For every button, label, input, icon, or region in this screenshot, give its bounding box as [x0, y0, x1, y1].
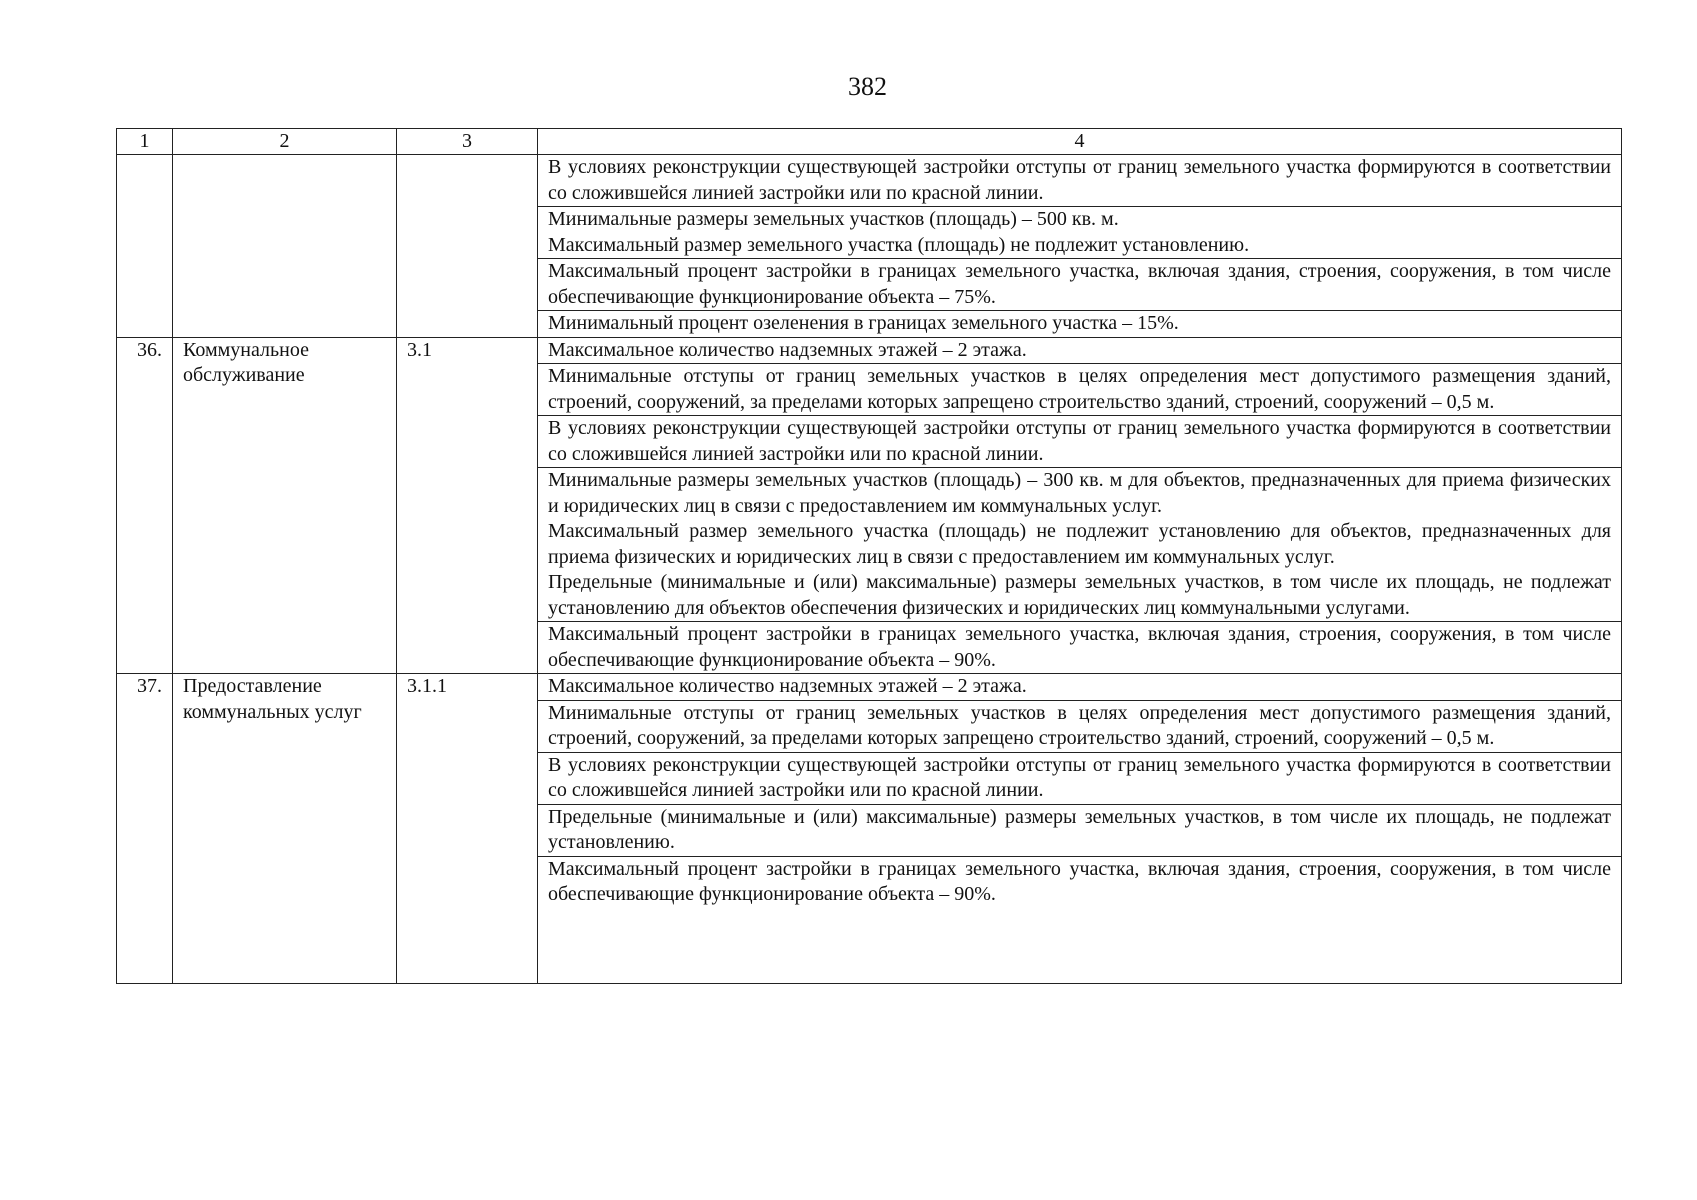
parameter-text: Минимальные размеры земельных участков (площадь) – 500 кв. м. — [548, 208, 1119, 230]
parameter-text: Максимальный процент застройки в границах земельного участка, включая здания, строения, сооружения, в том числе обеспечивающие функционирование объекта – 90%. — [548, 857, 1611, 905]
entry-number: 37. — [117, 674, 173, 984]
entry-name: Коммунальное обслуживание — [173, 337, 397, 674]
entry-code: 3.1 — [397, 337, 538, 674]
parameter-cell — [538, 207, 1622, 259]
table-row — [117, 674, 1622, 701]
parameter-text: Максимальный процент застройки в границах земельного участка, включая здания, строения, сооружения, в том числе обеспечивающие функционирование объекта – 75%. — [548, 260, 1611, 308]
parameter-cell — [538, 804, 1622, 856]
column-header-4: 4 — [538, 129, 1622, 155]
table-row — [117, 155, 1622, 207]
header-row — [117, 129, 1622, 155]
parameter-text: Максимальное количество надземных этажей – 2 этажа. — [548, 338, 1027, 361]
parameter-text: Минимальные размеры земельных участков (площадь) – 300 кв. м для объектов, предназначенных для приема физических и юридических лиц в связи с предоставлением им коммунальных услуг. — [548, 469, 1611, 517]
parameter-cell — [538, 311, 1622, 338]
parameter-cell — [538, 468, 1622, 622]
parameter-cell — [538, 416, 1622, 468]
column-header-3: 3 — [397, 129, 538, 155]
parameter-cell — [538, 259, 1622, 311]
parameter-text: В условиях реконструкции существующей застройки отступы от границ земельного участка формируются в соответствии со сложившейся линией застройки или по красной линии. — [548, 753, 1611, 801]
entry-name: Предоставление коммунальных услуг — [173, 674, 397, 984]
parameter-text: Максимальный размер земельного участка (площадь) не подлежит установлению для объектов, предназначенных для приема физических и юридических лиц в связи с предоставлением им коммунальных услуг. — [548, 520, 1611, 568]
parameter-cell — [538, 752, 1622, 804]
parameter-text: Предельные (минимальные и (или) максимальные) размеры земельных участков, в том числе их площадь, не подлежат установлению. — [548, 805, 1611, 853]
table-row — [117, 337, 1622, 364]
column-header-2: 2 — [173, 129, 397, 155]
parameter-text: Предельные (минимальные и (или) максимальные) размеры земельных участков, в том числе их площадь, не подлежат установлению для объектов обеспечения физических и юридических лиц коммунальными услугами. — [548, 571, 1611, 619]
parameter-text: Минимальные отступы от границ земельных участков в целях определения мест допустимого размещения зданий, строений, сооружений, за пределами которых запрещено строительство зданий, строений, сооружений – 0,5 м. — [548, 701, 1611, 749]
code-cell — [397, 155, 538, 338]
page-number: 382 — [848, 72, 887, 101]
parameter-cell — [538, 700, 1622, 752]
name-cell — [173, 155, 397, 338]
column-header-1: 1 — [117, 129, 173, 155]
parameter-text: В условиях реконструкции существующей застройки отступы от границ земельного участка формируются в соответствии со сложившейся линией застройки или по красной линии. — [548, 156, 1611, 204]
parameter-text: Максимальный размер земельного участка (площадь) не подлежит установлению. — [548, 233, 1250, 256]
parameter-cell — [538, 674, 1622, 701]
parameter-text: Минимальный процент озеленения в границах земельного участка – 15%. — [548, 312, 1179, 334]
parameter-text: Минимальные отступы от границ земельных участков в целях определения мест допустимого размещения зданий, строений, сооружений, за пределами которых запрещено строительство зданий, строений, сооружений – 0,5 м. — [548, 365, 1611, 413]
regulations-table — [116, 128, 1622, 984]
parameter-cell — [538, 856, 1622, 983]
parameter-cell — [538, 337, 1622, 364]
parameter-cell — [538, 622, 1622, 674]
parameter-cell — [538, 364, 1622, 416]
parameter-text: Максимальное количество надземных этажей – 2 этажа. — [548, 675, 1027, 697]
parameter-text: Максимальный процент застройки в границах земельного участка, включая здания, строения, сооружения, в том числе обеспечивающие функционирование объекта – 90%. — [548, 623, 1611, 671]
entry-number: 36. — [117, 337, 173, 674]
parameter-text: В условиях реконструкции существующей застройки отступы от границ земельного участка формируются в соответствии со сложившейся линией застройки или по красной линии. — [548, 417, 1611, 465]
number-cell — [117, 155, 173, 338]
entry-code: 3.1.1 — [397, 674, 538, 984]
parameter-cell — [538, 155, 1622, 207]
